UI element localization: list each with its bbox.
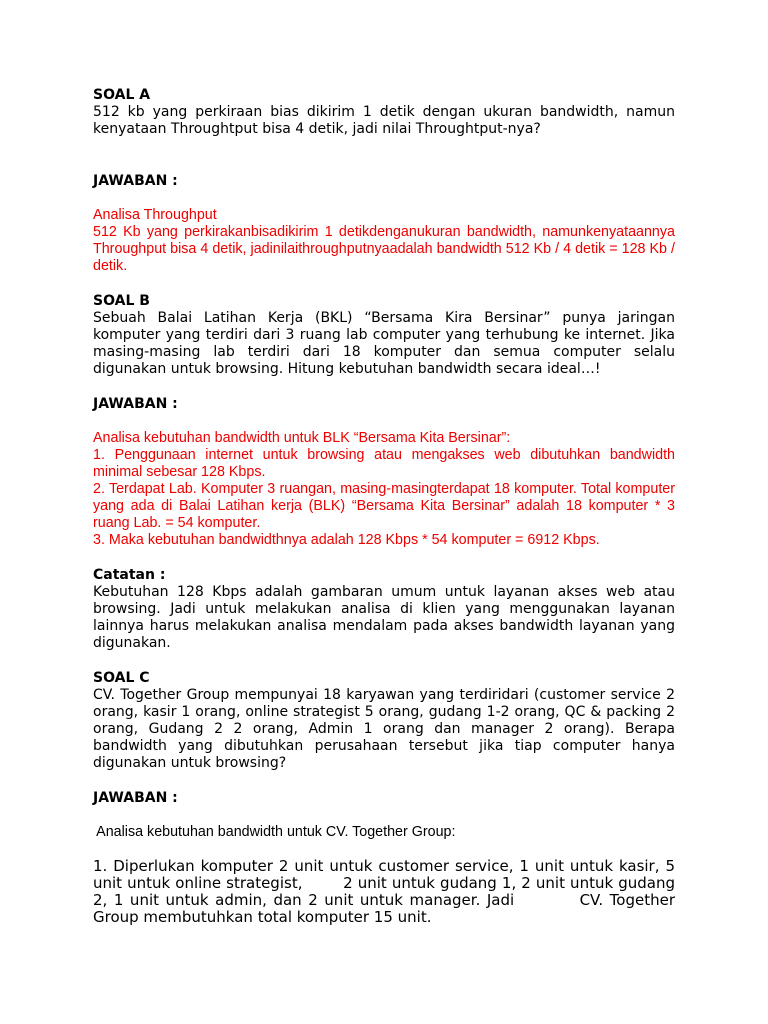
soal-c-heading: SOAL C [93, 670, 150, 686]
jawaban-a-heading: JAWABAN : [93, 173, 178, 189]
jawaban-c-heading: JAWABAN : [93, 790, 178, 806]
jawaban-b-title: Analisa kebutuhan bandwidth untuk BLK “Bersama Kita Bersinar”: [93, 430, 511, 446]
catatan-heading: Catatan : [93, 567, 166, 583]
jawaban-c-item-1: 1. Diperlukan komputer 2 unit untuk customer service, 1 unit untuk kasir, 5 unit untuk online strategist, 2 unit untuk gudang 1, 2 unit untuk gudang 2, 1 unit untuk admin, dan 2 unit untuk manager. Jadi CV. Together Group membutuhkan total komputer 15 unit. [93, 857, 680, 926]
jawaban-b-item-1: 1. Penggunaan internet untuk browsing atau mengakses web dibutuhkan bandwidth minimal sebesar 128 Kbps. [93, 447, 675, 480]
jawaban-b-item-3: 3. Maka kebutuhan bandwidthnya adalah 128 Kbps * 54 komputer = 6912 Kbps. [93, 532, 600, 548]
jawaban-b-item-2: 2. Terdapat Lab. Komputer 3 ruangan, masing-masingterdapat 18 komputer. Total komputer yang ada di Balai Latihan kerja (BLK) “Bersama Kita Bersinar” adalah 18 komputer * 3 ruang Lab. = 54 komputer. [93, 481, 675, 531]
soal-a-heading: SOAL A [93, 87, 151, 103]
jawaban-c-title: Analisa kebutuhan bandwidth untuk CV. Together Group: [93, 824, 456, 840]
soal-c-text: CV. Together Group mempunyai 18 karyawan yang terdiridari (customer service 2 orang, kasir 1 orang, online strategist 5 orang, gudang 1-2 orang, QC & packing 2 orang, Gudang 2 2 orang, Admin 1 orang dan manager 2 orang). Berapa bandwidth yang dibutuhkan perusahaan tersebut jika tiap computer hanya digunakan untuk browsing? [93, 687, 675, 771]
document-page [93, 86, 680, 926]
jawaban-a-body: 512 Kb yang perkirakanbisadikirim 1 detikdenganukuran bandwidth, namunkenyataannya Throughput bisa 4 detik, jadinilaithroughputnyaadalah bandwidth 512 Kb / 4 detik = 128 Kb / detik. [93, 224, 675, 274]
soal-a-text: 512 kb yang perkiraan bias dikirim 1 detik dengan ukuran bandwidth, namun kenyataan Throughtput bisa 4 detik, jadi nilai Throughtput-nya? [93, 104, 675, 137]
catatan-text: Kebutuhan 128 Kbps adalah gambaran umum untuk layanan akses web atau browsing. Jadi untuk melakukan analisa di klien yang menggunakan layanan lainnya harus melakukan analisa mendalam pada akses bandwidth layanan yang digunakan. [93, 584, 675, 651]
jawaban-a-title: Analisa Throughput [93, 207, 217, 223]
soal-b-text: Sebuah Balai Latihan Kerja (BKL) “Bersama Kira Bersinar” punya jaringan komputer yang terdiri dari 3 ruang lab computer yang terhubung ke internet. Jika masing-masing lab terdiri dari 18 komputer dan semua computer selalu digunakan untuk browsing. Hitung kebutuhan bandwidth secara ideal…! [93, 310, 675, 377]
jawaban-b-heading: JAWABAN : [93, 396, 178, 412]
soal-b-heading: SOAL B [93, 293, 150, 309]
